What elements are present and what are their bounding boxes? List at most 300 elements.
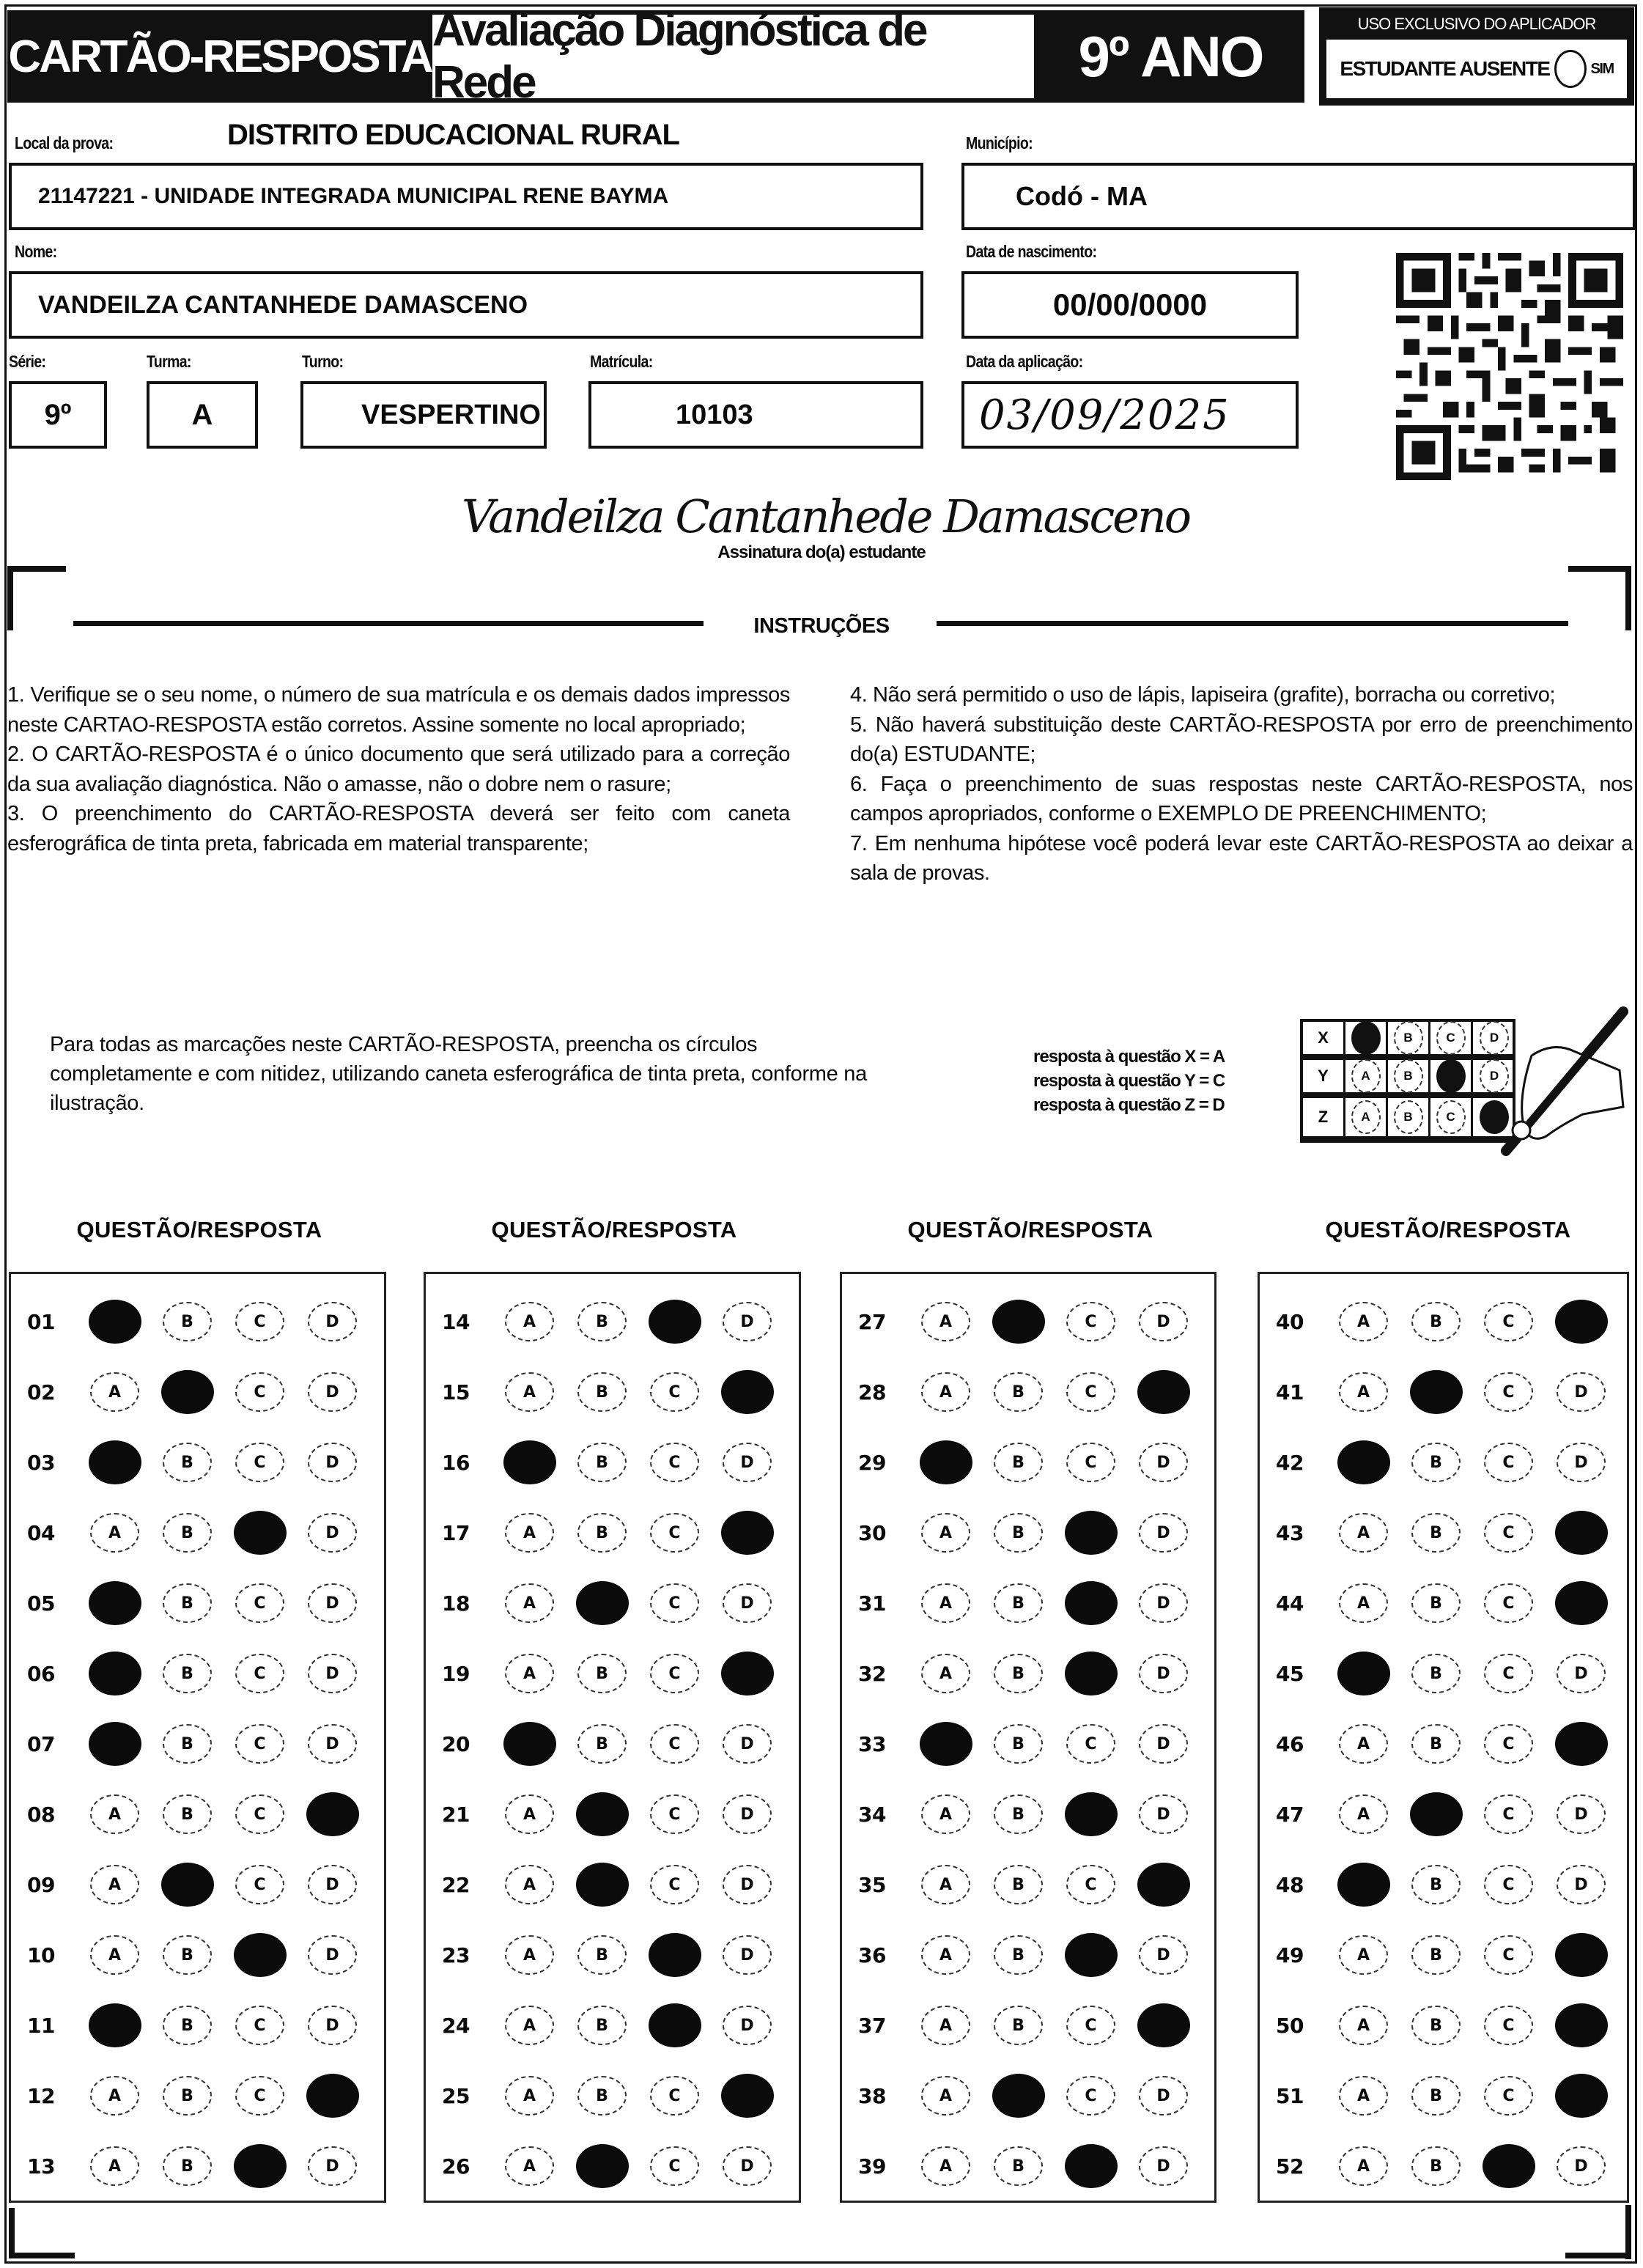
answer-bubble-c[interactable]: C <box>650 1583 699 1623</box>
answer-bubble-d[interactable]: D <box>1557 1794 1606 1834</box>
answer-bubble-d[interactable]: D <box>1139 1513 1188 1553</box>
nascimento-value: 00/00/0000 <box>1052 287 1208 322</box>
answer-bubble-d[interactable]: D <box>1139 1583 1188 1623</box>
answer-bubble-b[interactable]: B <box>994 2006 1043 2045</box>
answer-bubble-b[interactable]: B <box>163 2146 212 2186</box>
answer-bubbles <box>90 1724 357 1764</box>
serie-field <box>9 381 107 449</box>
question-row <box>842 1577 1214 1629</box>
question-number: 48 <box>1276 1872 1304 1897</box>
answer-bubble-b[interactable]: B <box>163 1513 212 1553</box>
answer-bubble-c[interactable]: C <box>1484 2006 1533 2045</box>
answer-bubble-a[interactable]: A <box>505 2006 554 2045</box>
answer-bubble-b[interactable] <box>576 1581 629 1625</box>
answer-bubble-b[interactable]: B <box>577 1654 627 1693</box>
answer-bubble-c[interactable] <box>1065 1581 1118 1625</box>
answer-bubble-c[interactable]: C <box>1066 1302 1115 1341</box>
answer-bubble-b[interactable]: B <box>577 1443 627 1482</box>
answer-bubble-a[interactable]: A <box>505 1583 554 1623</box>
answer-bubble-b[interactable]: B <box>994 1372 1043 1412</box>
answer-bubble-c[interactable] <box>649 2003 701 2047</box>
answer-bubble-a[interactable]: A <box>921 1935 970 1975</box>
answer-bubble-d[interactable]: D <box>308 1302 357 1341</box>
instruction-4: 4. Não será permitido o uso de lápis, lapiseira (grafite), borracha ou corretivo; <box>850 683 1556 707</box>
nome-field <box>9 271 923 339</box>
question-row <box>11 2070 384 2121</box>
answer-bubble-a[interactable] <box>89 1440 141 1484</box>
question-number: 43 <box>1276 1520 1304 1545</box>
answer-bubble-a[interactable]: A <box>90 1794 139 1834</box>
question-row <box>11 1437 384 1488</box>
instructions-right <box>850 680 1633 888</box>
answer-bubble-a[interactable]: A <box>90 1513 139 1553</box>
absent-bubble[interactable] <box>1554 50 1587 88</box>
answer-bubble-c[interactable]: C <box>650 1513 699 1553</box>
answer-bubble-b[interactable] <box>576 2144 629 2188</box>
answer-bubble-d[interactable]: D <box>308 1865 357 1904</box>
answer-bubble-a[interactable] <box>1337 1440 1390 1484</box>
question-number: 29 <box>858 1450 886 1475</box>
answer-bubble-a[interactable]: A <box>921 1794 970 1834</box>
answer-bubble-c[interactable] <box>1065 2144 1118 2188</box>
answer-bubble-c[interactable]: C <box>650 1865 699 1904</box>
instruction-7: 7. Em nenhuma hipótese você poderá levar este CARTÃO-RESPOSTA ao deixar a sala de provas. <box>850 831 1633 885</box>
answer-bubble-d[interactable] <box>721 1652 774 1696</box>
answer-bubble-a[interactable] <box>503 1722 556 1766</box>
answer-bubble-a[interactable]: A <box>921 2006 970 2045</box>
answer-bubbles <box>90 2146 357 2186</box>
serie-value: 9º <box>44 398 72 431</box>
answer-bubble-a[interactable] <box>89 1581 141 1625</box>
answer-bubble-d[interactable]: D <box>723 2006 772 2045</box>
example-bubble-c: C <box>1436 1100 1466 1134</box>
answer-bubbles <box>1339 1443 1606 1482</box>
aplicacao-label: Data da aplicação: <box>966 352 1083 371</box>
answer-bubble-d[interactable] <box>1555 1300 1608 1344</box>
answer-bubble-a[interactable] <box>920 1722 972 1766</box>
answer-bubble-b[interactable] <box>992 2074 1045 2118</box>
answer-bubble-b[interactable]: B <box>163 1724 212 1764</box>
answer-bubble-b[interactable]: B <box>577 1372 627 1412</box>
answer-bubble-c[interactable]: C <box>1066 1724 1115 1764</box>
nascimento-label: Data de nascimento: <box>966 242 1097 261</box>
answer-bubble-b[interactable]: B <box>163 1443 212 1482</box>
answer-bubbles <box>921 1865 1188 1904</box>
answer-bubble-b[interactable] <box>1410 1792 1463 1836</box>
answer-bubble-c[interactable]: C <box>235 1583 284 1623</box>
answer-bubble-c[interactable]: C <box>650 1794 699 1834</box>
answer-bubble-c[interactable]: C <box>235 2076 284 2116</box>
answer-bubble-d[interactable] <box>721 1511 774 1555</box>
answer-bubble-d[interactable] <box>1137 1863 1190 1907</box>
answer-bubble-a[interactable]: A <box>1339 1724 1388 1764</box>
answer-bubble-c[interactable]: C <box>1484 1302 1533 1341</box>
answer-bubble-d[interactable]: D <box>308 1583 357 1623</box>
example-legend-x: resposta à questão X = A <box>1033 1047 1225 1067</box>
answer-bubble-c[interactable]: C <box>650 2076 699 2116</box>
answer-bubble-c[interactable]: C <box>1484 1443 1533 1482</box>
answer-bubble-d[interactable]: D <box>1139 1302 1188 1341</box>
answer-bubble-c[interactable]: C <box>650 1443 699 1482</box>
answer-bubble-b[interactable] <box>161 1863 214 1907</box>
answer-bubble-d[interactable]: D <box>308 2146 357 2186</box>
answer-bubble-b[interactable]: B <box>163 1654 212 1693</box>
answer-bubble-a[interactable]: A <box>1339 1794 1388 1834</box>
answer-bubbles <box>505 1372 772 1412</box>
answer-bubble-a[interactable]: A <box>505 1794 554 1834</box>
question-number: 23 <box>442 1943 470 1967</box>
answer-bubble-d[interactable]: D <box>723 1302 772 1341</box>
answer-bubble-b[interactable]: B <box>577 1302 627 1341</box>
answer-bubbles <box>1339 1865 1606 1904</box>
answer-bubble-c[interactable]: C <box>1484 1794 1533 1834</box>
example-legend-z: resposta à questão Z = D <box>1033 1095 1225 1115</box>
answer-bubble-c[interactable]: C <box>650 1654 699 1693</box>
answer-bubble-d[interactable]: D <box>308 1935 357 1975</box>
question-number: 51 <box>1276 2083 1304 2108</box>
answer-bubble-a[interactable]: A <box>1339 1513 1388 1553</box>
answer-bubble-a[interactable]: A <box>921 2146 970 2186</box>
answer-bubble-a[interactable]: A <box>505 1513 554 1553</box>
answer-bubble-b[interactable] <box>992 1300 1045 1344</box>
answer-bubbles <box>505 1654 772 1693</box>
answer-bubble-b[interactable]: B <box>994 1654 1043 1693</box>
answer-bubble-b[interactable] <box>576 1863 629 1907</box>
answer-bubble-d[interactable]: D <box>308 1372 357 1412</box>
answer-bubbles <box>921 1372 1188 1412</box>
answer-bubble-d[interactable] <box>1555 1722 1608 1766</box>
example-cell <box>1345 1098 1388 1136</box>
absent-option-sim: SIM <box>1590 60 1614 77</box>
answer-bubble-b[interactable]: B <box>163 1794 212 1834</box>
answer-bubble-a[interactable]: A <box>505 2146 554 2186</box>
answer-bubble-b[interactable]: B <box>163 1583 212 1623</box>
qr-code <box>1396 253 1623 480</box>
answer-bubble-c[interactable] <box>1065 1511 1118 1555</box>
answer-bubble-b[interactable]: B <box>994 1724 1043 1764</box>
answer-bubbles <box>505 1935 772 1975</box>
answer-bubble-d[interactable]: D <box>1557 1443 1606 1482</box>
answer-bubble-c[interactable] <box>1483 2144 1535 2188</box>
answer-bubble-d[interactable] <box>1555 1933 1608 1977</box>
answer-bubble-a[interactable] <box>503 1440 556 1484</box>
answer-bubble-d[interactable]: D <box>1557 2146 1606 2186</box>
answer-bubble-a[interactable]: A <box>90 1865 139 1904</box>
answer-bubble-c[interactable]: C <box>235 1302 284 1341</box>
local-field <box>9 163 923 230</box>
answer-bubble-c[interactable]: C <box>1484 1865 1533 1904</box>
answer-bubble-d[interactable]: D <box>723 1794 772 1834</box>
answer-bubble-d[interactable]: D <box>308 1443 357 1482</box>
answer-bubble-a[interactable]: A <box>1339 2006 1388 2045</box>
answer-bubble-a[interactable]: A <box>1339 2146 1388 2186</box>
answer-bubble-c[interactable]: C <box>1484 1583 1533 1623</box>
answer-bubble-b[interactable]: B <box>1411 1724 1461 1764</box>
answer-bubble-b[interactable]: B <box>577 2076 627 2116</box>
matricula-label: Matrícula: <box>590 352 653 371</box>
answer-bubble-d[interactable]: D <box>723 2146 772 2186</box>
question-row <box>11 1507 384 1558</box>
answer-bubble-c[interactable]: C <box>1484 1513 1533 1553</box>
question-row <box>426 2000 799 2051</box>
answer-bubble-b[interactable]: B <box>1411 1443 1461 1482</box>
answer-bubble-b[interactable]: B <box>1411 2076 1461 2116</box>
answer-bubble-c[interactable]: C <box>1066 1372 1115 1412</box>
answer-bubble-c[interactable]: C <box>650 1724 699 1764</box>
answer-bubble-c[interactable]: C <box>1066 1443 1115 1482</box>
aplicacao-field[interactable] <box>961 381 1299 449</box>
answer-bubbles <box>505 1583 772 1623</box>
question-number: 32 <box>858 1661 886 1686</box>
answer-bubbles <box>921 1443 1188 1482</box>
question-row <box>1260 1789 1627 1840</box>
answer-bubble-a[interactable]: A <box>921 1865 970 1904</box>
answer-bubble-d[interactable]: D <box>1557 1654 1606 1693</box>
answer-bubble-a[interactable]: A <box>921 1372 970 1412</box>
answer-bubble-a[interactable]: A <box>1339 1935 1388 1975</box>
student-signature: Vandeilza Cantanhede Damasceno <box>462 490 1190 543</box>
answer-bubble-a[interactable] <box>1337 1652 1390 1696</box>
answer-bubble-b[interactable]: B <box>1411 1302 1461 1341</box>
answer-bubble-a[interactable]: A <box>505 1654 554 1693</box>
question-row <box>1260 1577 1627 1629</box>
answer-bubble-d[interactable]: D <box>1139 1935 1188 1975</box>
answer-bubbles <box>90 1443 357 1482</box>
turma-label: Turma: <box>147 352 191 371</box>
answer-bubble-d[interactable] <box>1555 1511 1608 1555</box>
answer-bubble-a[interactable]: A <box>90 1935 139 1975</box>
answer-bubble-a[interactable] <box>920 1440 972 1484</box>
answer-bubbles <box>505 1724 772 1764</box>
answer-bubble-a[interactable]: A <box>505 2076 554 2116</box>
answer-bubble-d[interactable]: D <box>723 1935 772 1975</box>
question-row <box>11 2000 384 2051</box>
answer-bubble-d[interactable]: D <box>1139 2076 1188 2116</box>
answer-bubble-d[interactable] <box>1137 1370 1190 1414</box>
answer-bubble-b[interactable]: B <box>577 2006 627 2045</box>
answer-bubble-d[interactable]: D <box>1139 1654 1188 1693</box>
answer-bubbles <box>1339 1724 1606 1764</box>
answer-bubble-c[interactable] <box>649 1933 701 1977</box>
answer-bubble-c[interactable]: C <box>235 1794 284 1834</box>
answer-bubble-d[interactable] <box>1555 2074 1608 2118</box>
answer-bubble-c[interactable]: C <box>1066 2006 1115 2045</box>
answer-bubbles <box>505 1513 772 1553</box>
turno-field <box>300 381 547 449</box>
answer-bubble-b[interactable]: B <box>1411 1513 1461 1553</box>
answer-bubble-c[interactable] <box>234 1933 287 1977</box>
answer-bubble-a[interactable] <box>89 1722 141 1766</box>
answer-bubbles <box>505 2146 772 2186</box>
answer-bubble-c[interactable] <box>1065 1792 1118 1836</box>
answer-bubble-b[interactable]: B <box>994 1583 1043 1623</box>
answer-bubble-a[interactable] <box>89 2003 141 2047</box>
answer-bubble-b[interactable]: B <box>163 1302 212 1341</box>
answer-bubble-d[interactable]: D <box>723 1724 772 1764</box>
corner-mark-bl-h <box>9 2253 75 2258</box>
answer-bubble-a[interactable]: A <box>921 2076 970 2116</box>
answer-bubble-a[interactable]: A <box>90 2146 139 2186</box>
answer-bubbles <box>505 2006 772 2045</box>
answer-bubble-d[interactable] <box>1137 2003 1190 2047</box>
example-cell <box>1388 1060 1430 1098</box>
answer-bubble-a[interactable]: A <box>1339 2076 1388 2116</box>
answer-bubble-a[interactable] <box>89 1300 141 1344</box>
question-number: 02 <box>27 1380 55 1404</box>
question-number: 34 <box>858 1802 886 1827</box>
question-number: 49 <box>1276 1943 1304 1967</box>
answer-bubble-c[interactable]: C <box>1484 1654 1533 1693</box>
answer-bubbles <box>90 1302 357 1341</box>
answer-panel-2 <box>424 1272 801 2203</box>
answer-bubble-d[interactable]: D <box>1139 1443 1188 1482</box>
question-number: 26 <box>442 2154 470 2179</box>
question-row <box>426 1859 799 1910</box>
answer-bubble-d[interactable]: D <box>1139 2146 1188 2186</box>
answer-bubble-d[interactable] <box>721 1370 774 1414</box>
answer-bubble-d[interactable] <box>306 1792 359 1836</box>
answer-bubble-a[interactable]: A <box>921 1513 970 1553</box>
answer-bubble-b[interactable]: B <box>994 1443 1043 1482</box>
answer-bubbles <box>1339 1302 1606 1341</box>
answer-bubble-d[interactable]: D <box>1139 1794 1188 1834</box>
answer-bubble-c[interactable]: C <box>235 1654 284 1693</box>
answer-bubble-a[interactable]: A <box>505 1302 554 1341</box>
answer-bubble-d[interactable]: D <box>308 1513 357 1553</box>
answer-bubble-d[interactable] <box>1555 1581 1608 1625</box>
answer-bubble-b[interactable]: B <box>994 1865 1043 1904</box>
answer-bubble-c[interactable] <box>1065 1652 1118 1696</box>
answer-bubble-c[interactable] <box>234 2144 287 2188</box>
answer-bubble-b[interactable]: B <box>1411 1654 1461 1693</box>
answer-bubble-b[interactable]: B <box>163 2006 212 2045</box>
question-row <box>842 1929 1214 1981</box>
question-row <box>842 1648 1214 1699</box>
answer-bubble-c[interactable] <box>1065 1933 1118 1977</box>
answer-bubble-b[interactable]: B <box>163 2076 212 2116</box>
answer-bubble-b[interactable]: B <box>994 2146 1043 2186</box>
answer-bubble-b[interactable]: B <box>1411 1865 1461 1904</box>
answer-bubble-c[interactable] <box>234 1511 287 1555</box>
answer-bubble-d[interactable]: D <box>723 1443 772 1482</box>
answer-bubble-c[interactable]: C <box>1484 1724 1533 1764</box>
answer-bubble-d[interactable]: D <box>308 2006 357 2045</box>
question-number: 08 <box>27 1802 55 1827</box>
question-row <box>426 1718 799 1770</box>
answer-bubble-d[interactable]: D <box>1139 1724 1188 1764</box>
answer-bubble-a[interactable]: A <box>505 1935 554 1975</box>
answer-bubble-d[interactable]: D <box>1557 1865 1606 1904</box>
example-bubble-a <box>1351 1021 1381 1055</box>
answer-bubble-d[interactable]: D <box>308 1724 357 1764</box>
question-row <box>11 1929 384 1981</box>
answer-bubble-c[interactable]: C <box>235 1865 284 1904</box>
answer-bubble-b[interactable]: B <box>1411 1583 1461 1623</box>
answer-bubble-a[interactable]: A <box>921 1302 970 1341</box>
answer-bubble-c[interactable]: C <box>235 1724 284 1764</box>
question-row <box>426 1437 799 1488</box>
answer-bubble-a[interactable] <box>1337 1863 1390 1907</box>
answer-bubbles <box>921 1513 1188 1553</box>
answer-bubble-b[interactable]: B <box>994 1794 1043 1834</box>
question-row <box>842 1789 1214 1840</box>
question-row <box>842 1366 1214 1418</box>
local-label: Local da prova: <box>15 133 114 152</box>
answer-bubble-b[interactable]: B <box>577 1724 627 1764</box>
answer-bubble-c[interactable]: C <box>650 2146 699 2186</box>
answer-bubble-b[interactable]: B <box>577 1935 627 1975</box>
answer-bubble-b[interactable]: B <box>577 1513 627 1553</box>
answer-bubble-b[interactable] <box>161 1370 214 1414</box>
answer-bubble-a[interactable]: A <box>1339 1372 1388 1412</box>
answer-bubble-c[interactable]: C <box>1066 2076 1115 2116</box>
serie-label: Série: <box>9 352 46 371</box>
answer-bubble-d[interactable]: D <box>308 1654 357 1693</box>
answer-bubble-a[interactable]: A <box>1339 1583 1388 1623</box>
answer-bubble-a[interactable]: A <box>921 1583 970 1623</box>
answer-bubble-c[interactable]: C <box>235 1443 284 1482</box>
answer-bubble-b[interactable] <box>1410 1370 1463 1414</box>
question-number: 38 <box>858 2083 886 2108</box>
answer-bubble-c[interactable]: C <box>650 1372 699 1412</box>
answer-bubble-a[interactable]: A <box>505 1372 554 1412</box>
question-row <box>426 1929 799 1981</box>
answer-bubble-b[interactable]: B <box>994 1935 1043 1975</box>
answer-bubble-a[interactable]: A <box>1339 1302 1388 1341</box>
absent-label: ESTUDANTE AUSENTE <box>1340 57 1550 80</box>
answer-bubble-d[interactable] <box>306 2074 359 2118</box>
answer-bubble-b[interactable]: B <box>1411 1935 1461 1975</box>
answer-bubble-c[interactable]: C <box>1484 2076 1533 2116</box>
example-cell <box>1388 1098 1430 1136</box>
answer-bubble-a[interactable]: A <box>90 1372 139 1412</box>
question-row <box>1260 2000 1627 2051</box>
question-number: 17 <box>442 1520 470 1545</box>
answer-bubble-b[interactable]: B <box>163 1935 212 1975</box>
answer-bubble-d[interactable]: D <box>723 1865 772 1904</box>
answer-bubbles <box>921 2076 1188 2116</box>
district-name: DISTRITO EDUCACIONAL RURAL <box>227 119 679 151</box>
answer-bubble-b[interactable]: B <box>1411 2146 1461 2186</box>
answer-panel-4 <box>1258 1272 1629 2203</box>
corner-mark-bl-v <box>9 2208 15 2258</box>
question-row <box>1260 1296 1627 1347</box>
answer-bubble-d[interactable]: D <box>1557 1372 1606 1412</box>
answer-bubbles <box>505 2076 772 2116</box>
column-title-2: QUESTÃO/RESPOSTA <box>491 1217 737 1242</box>
answer-bubble-a[interactable]: A <box>921 1654 970 1693</box>
question-row <box>1260 1929 1627 1981</box>
question-number: 27 <box>858 1309 886 1334</box>
answer-bubble-c[interactable]: C <box>1066 1865 1115 1904</box>
answer-bubble-b[interactable]: B <box>1411 2006 1461 2045</box>
question-number: 09 <box>27 1872 55 1897</box>
answer-bubble-c[interactable]: C <box>235 1372 284 1412</box>
answer-bubble-a[interactable] <box>89 1652 141 1696</box>
answer-bubble-c[interactable]: C <box>1484 1935 1533 1975</box>
answer-bubble-a[interactable]: A <box>90 2076 139 2116</box>
answer-bubble-b[interactable]: B <box>994 1513 1043 1553</box>
answer-bubble-d[interactable] <box>1555 2003 1608 2047</box>
answer-bubble-d[interactable]: D <box>723 1583 772 1623</box>
answer-bubble-c[interactable]: C <box>1484 1372 1533 1412</box>
answer-bubble-c[interactable] <box>649 1300 701 1344</box>
answer-bubble-c[interactable]: C <box>235 2006 284 2045</box>
answer-bubble-a[interactable]: A <box>505 1865 554 1904</box>
example-bubble-b: B <box>1394 1100 1423 1134</box>
answer-bubble-b[interactable] <box>576 1792 629 1836</box>
answer-bubble-d[interactable] <box>721 2074 774 2118</box>
